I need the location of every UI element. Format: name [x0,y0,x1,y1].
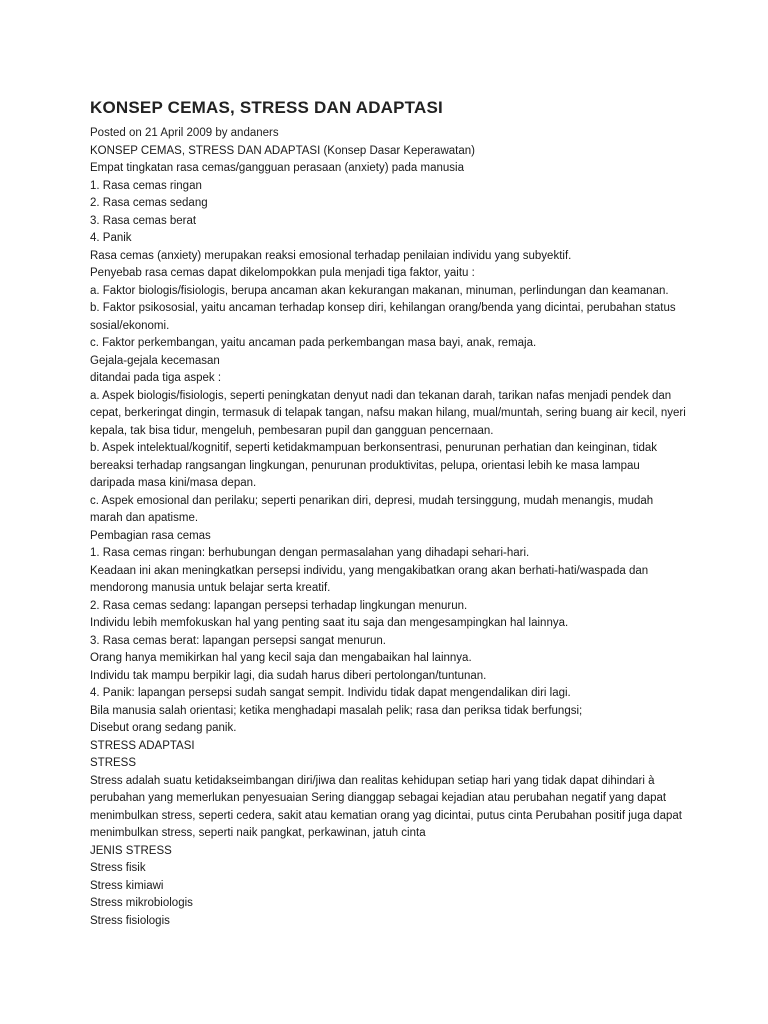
text-line: sosial/ekonomi. [90,319,170,332]
text-line: 1. Rasa cemas ringan: berhubungan dengan permasalahan yang dihadapi sehari-hari. [90,547,530,559]
text-line: menimbulkan stress, seperti naik pangkat, perkawinan, jatuh cinta [90,827,426,839]
text-line: Stress adalah suatu ketidakseimbangan diri/jiwa dan realitas kehidupan setiap hari yang tidak dapat dihindari à [90,774,655,787]
text-line: Stress fisik [90,862,146,874]
text-line: Penyebab rasa cemas dapat dikelompokkan pula menjadi tiga faktor, yaitu : [90,267,475,279]
text-line: 1. Rasa cemas ringan [90,179,202,192]
document-body [90,143,698,931]
text-line: Empat tingkatan rasa cemas/gangguan perasaan (anxiety) pada manusia [90,162,464,174]
text-line: 4. Panik: lapangan persepsi sudah sangat sempit. Individu tidak dapat mengendalikan diri lagi. [90,687,571,699]
text-line: Individu tak mampu berpikir lagi, dia sudah harus diberi pertolongan/tuntunan. [90,669,487,682]
text-line: Stress fisiologis [90,914,170,927]
text-line: b. Faktor psikososial, yaitu ancaman terhadap konsep diri, kehilangan orang/benda yang dicintai, perubahan status [90,302,676,314]
text-line: perubahan yang memerlukan penyesuaian Sering dianggap sebagai kejadian atau perubahan negatif yang dapat [90,792,667,804]
text-line: kepala, tak bisa tidur, mengeluh, pembesaran pupil dan gangguan pencernaan. [90,424,494,437]
text-line: Bila manusia salah orientasi; ketika menghadapi masalah pelik; rasa dan periksa tidak berfungsi; [90,704,583,717]
text-line: 3. Rasa cemas berat [90,214,197,227]
text-line: marah dan apatisme. [90,512,199,524]
text-line: a. Aspek biologis/fisiologis, seperti peningkatan denyut nadi dan tekanan darah, tarikan nafas menjadi pendek dan [90,389,672,402]
text-line: Disebut orang sedang panik. [90,722,237,734]
text-line: Keadaan ini akan meningkatkan persepsi individu, yang mengakibatkan orang akan berhati-hati/waspada dan [90,564,649,577]
text-line: ditandai pada tiga aspek : [90,372,222,384]
text-line: c. Aspek emosional dan perilaku; seperti penarikan diri, depresi, mudah tersinggung, mudah menangis, mudah [90,494,654,507]
text-line: a. Faktor biologis/fisiologis, berupa ancaman akan kekurangan makanan, minuman, perlindungan dan keamanan. [90,284,669,297]
text-line: Pembagian rasa cemas [90,529,211,542]
text-line: bereaksi terhadap rangsangan lingkungan, penurunan produktivitas, pelupa, orientasi lebih ke masa lampau [90,459,640,472]
text-line: 3. Rasa cemas berat: lapangan persepsi sangat menurun. [90,634,386,647]
post-meta: Posted on 21 April 2009 by andaners [90,127,279,139]
text-line: KONSEP CEMAS, STRESS DAN ADAPTASI (Konsep Dasar Keperawatan) [90,144,475,157]
text-line: STRESS [90,757,137,769]
text-line: daripada masa kini/masa depan. [90,477,257,489]
text-line: cepat, berkeringat dingin, termasuk di telapak tangan, nafsu makan hilang, mual/muntah, sering buang air kecil, nyeri [90,407,686,419]
text-line: Stress mikrobiologis [90,897,193,909]
text-line: 4. Panik [90,232,132,244]
text-line: 2. Rasa cemas sedang: lapangan persepsi terhadap lingkungan menurun. [90,599,468,612]
text-line: Gejala-gejala kecemasan [90,354,220,367]
text-line: STRESS ADAPTASI [90,739,195,752]
text-line: Rasa cemas (anxiety) merupakan reaksi emosional terhadap penilaian individu yang subyektif. [90,249,572,262]
text-line: menimbulkan stress, seperti cedera, sakit atau kematian orang yag dicintai, putus cinta Perubahan positif juga dapat [90,809,682,822]
text-line: c. Faktor perkembangan, yaitu ancaman pada perkembangan masa bayi, anak, remaja. [90,337,537,349]
text-line: Orang hanya memikirkan hal yang kecil saja dan mengabaikan hal lainnya. [90,652,472,664]
document-title: KONSEP CEMAS, STRESS DAN ADAPTASI [90,98,443,117]
text-line: b. Aspek intelektual/kognitif, seperti ketidakmampuan berkonsentrasi, penurunan perhatian dan keinginan, tidak [90,442,658,454]
text-line: 2. Rasa cemas sedang [90,197,208,209]
text-line: Individu lebih memfokuskan hal yang penting saat itu saja dan mengesampingkan hal lainnya. [90,617,569,629]
text-line: Stress kimiawi [90,879,164,892]
text-line: mendorong manusia untuk belajar serta kreatif. [90,582,331,594]
text-line: JENIS STRESS [90,844,172,857]
